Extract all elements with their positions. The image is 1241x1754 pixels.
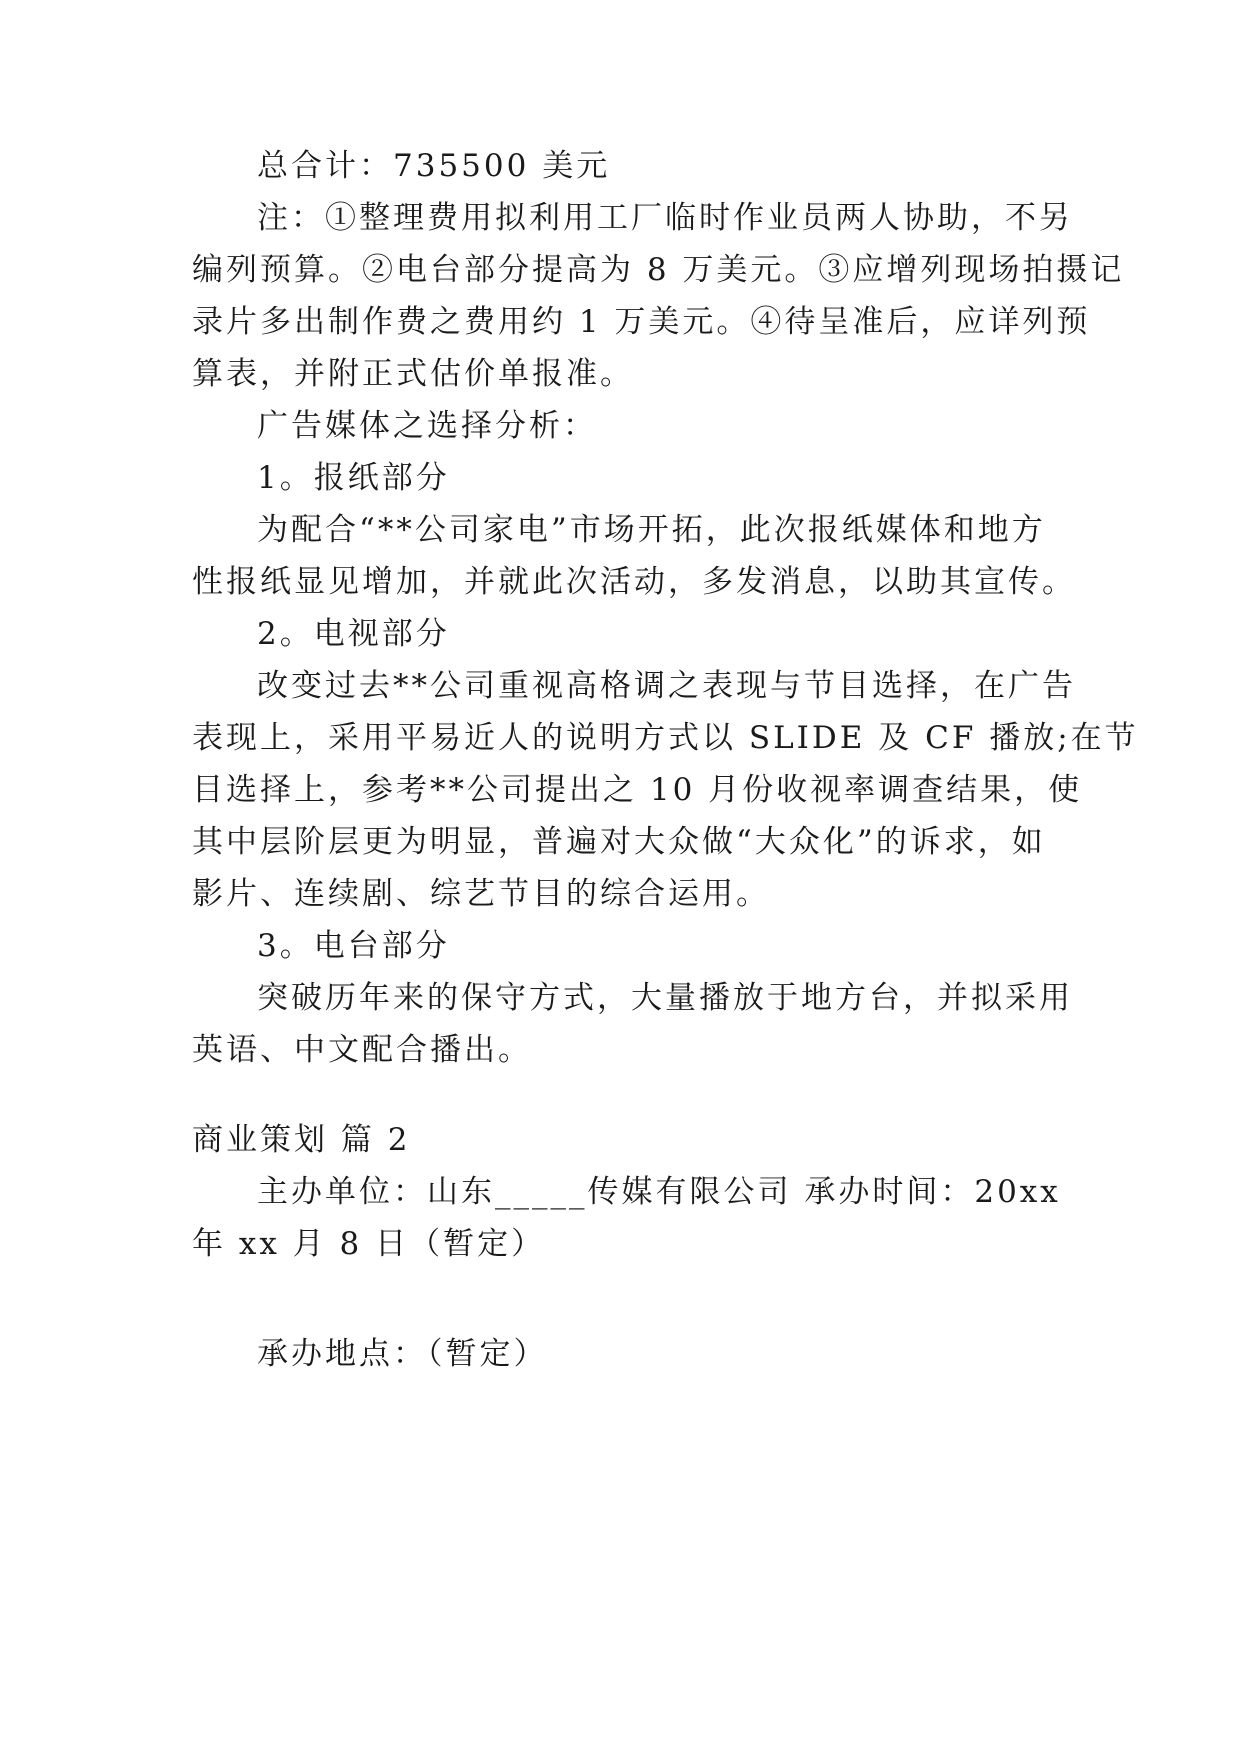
paragraph-line: 为配合“**公司家电”市场开拓，此次报纸媒体和地方 (257, 512, 1046, 548)
subsection-tv: 2。电视部分 (257, 616, 450, 652)
paragraph-line: 表现上，采用平易近人的说明方式以 SLIDE 及 CF 播放;在节 (192, 720, 1139, 756)
paragraph-line: 目选择上，参考**公司提出之 10 月份收视率调查结果，使 (192, 772, 1083, 808)
section-heading: 广告媒体之选择分析： (257, 408, 597, 444)
subsection-radio: 3。电台部分 (257, 928, 450, 964)
note-continuation: 算表，并附正式估价单报准。 (192, 356, 634, 392)
venue-line: 承办地点：（暂定） (257, 1336, 548, 1372)
note-continuation: 编列预算。②电台部分提高为 8 万美元。③应增列现场拍摄记 (192, 252, 1125, 288)
paragraph-line: 影片、连续剧、综艺节目的综合运用。 (192, 876, 770, 912)
paragraph-line: 其中层阶层更为明显，普遍对大众做“大众化”的诉求，如 (192, 824, 1046, 860)
paragraph-line: 改变过去**公司重视高格调之表现与节目选择，在广告 (257, 668, 1076, 704)
part-title: 商业策划 篇 2 (192, 1122, 411, 1158)
total-line: 总合计：735500 美元 (257, 148, 611, 184)
organizer-line: 主办单位：山东_____传媒有限公司 承办时间：20xx (257, 1174, 1061, 1210)
date-line: 年 xx 月 8 日（暂定） (192, 1226, 546, 1262)
note-line: 注：①整理费用拟利用工厂临时作业员两人协助，不另 (257, 200, 1073, 236)
paragraph-line: 性报纸显见增加，并就此次活动，多发消息，以助其宣传。 (192, 564, 1076, 600)
subsection-newspaper: 1。报纸部分 (257, 460, 450, 496)
paragraph-line: 英语、中文配合播出。 (192, 1032, 532, 1068)
note-continuation: 录片多出制作费之费用约 1 万美元。④待呈准后，应详列预 (192, 304, 1091, 340)
paragraph-line: 突破历年来的保守方式，大量播放于地方台，并拟采用 (257, 980, 1073, 1016)
